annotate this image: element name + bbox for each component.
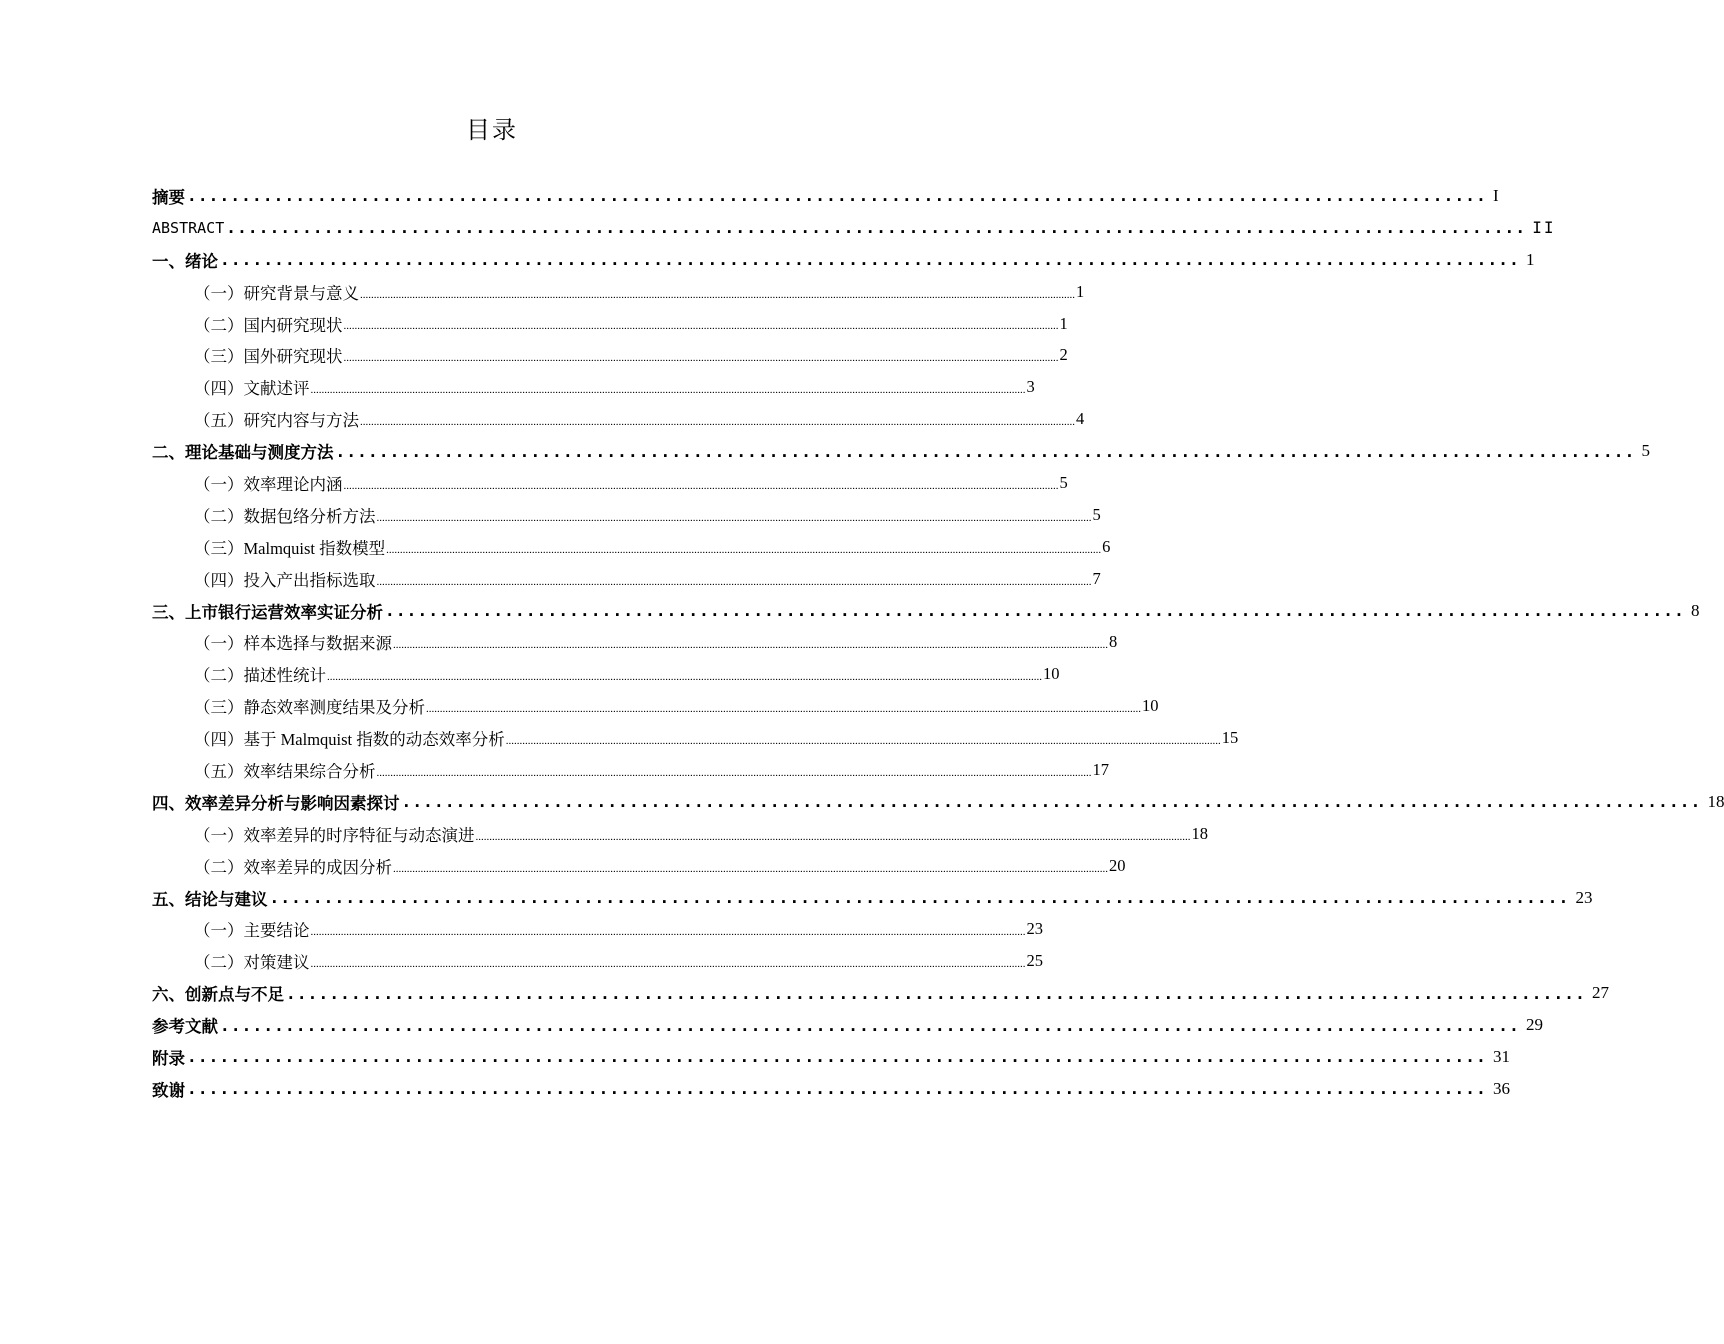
dot-leader: .................................................................................................................................................................................................................................................................... [310,384,1026,397]
toc-entry-label: 附录 [152,1048,185,1068]
toc-entry-page-number: 29 [1525,1015,1543,1035]
toc-entry-label: （一）主要结论 [194,921,310,941]
toc-entry-page-number: 5 [1641,441,1650,461]
toc-entry-page-number: 2 [1059,345,1068,365]
toc-entry-section[interactable] [152,339,1068,371]
toc-entry-chapter[interactable] [152,435,1650,467]
toc-entry-chapter[interactable] [152,1073,1510,1105]
toc-entry-page-number: 8 [1109,632,1118,652]
dot-leader: .................................................................................................................................................................................................................................................................... [327,671,1042,684]
toc-entry-chapter[interactable] [152,212,1556,244]
toc-entry-label: （五）研究内容与方法 [194,411,359,431]
dot-leader: ........................................................................................................................ [286,983,1586,1003]
toc-entry-page-number: 4 [1076,409,1085,429]
toc-entry-label: 四、效率差异分析与影响因素探讨 [152,793,400,813]
toc-entry-section[interactable] [152,626,1118,658]
toc-entry-page-number: 5 [1059,472,1068,492]
dot-leader: ........................................................................................................................ [220,1015,1520,1035]
dot-leader: ........................................................................................................................ [187,1079,1487,1099]
dot-leader: .................................................................................................................................................................................................................................................................... [386,543,1102,556]
toc-entry-label: 三、上市银行运营效率实证分析 [152,602,383,622]
dot-leader: .................................................................................................................................................................................................................................................................... [475,830,1191,843]
toc-entry-page-number: 23 [1026,919,1043,939]
toc-entry-chapter[interactable] [152,1009,1543,1041]
toc-entry-page-number: 10 [1043,664,1060,684]
toc-entry-section[interactable] [152,403,1085,435]
dot-leader: .................................................................................................................................................................................................................................................................... [393,862,1108,875]
toc-entry-page-number: 23 [1575,887,1593,907]
toc-entry-section[interactable] [152,499,1101,531]
toc-entry-page-number: 7 [1092,568,1101,588]
dot-leader: ........................................................................................................................ [269,888,1570,908]
dot-leader: ........................................................................................................................ [385,601,1685,621]
toc-entry-label: （一）样本选择与数据来源 [194,634,392,654]
toc-entry-page-number: 31 [1492,1046,1510,1066]
toc-entry-label: （三）国外研究现状 [194,347,343,367]
toc-entry-page-number: 18 [1191,823,1208,843]
toc-entry-page-number: 5 [1092,504,1101,524]
dot-leader: .................................................................................................................................................................................................................................................................... [505,735,1221,748]
toc-entry-chapter[interactable] [152,244,1535,276]
dot-leader: ........................................................................................................................ [226,218,1527,238]
toc-entry-label: 摘要 [152,187,185,207]
toc-entry-label: 一、绪论 [152,251,218,271]
toc-entry-label: 参考文献 [152,1017,218,1037]
dot-leader: ........................................................................................................................ [187,1047,1487,1067]
toc-entry-section[interactable] [152,531,1111,563]
dot-leader: .................................................................................................................................................................................................................................................................... [310,958,1026,971]
dot-leader: .................................................................................................................................................................................................................................................................... [343,479,1059,492]
toc-entry-label: （四）基于 Malmquist 指数的动态效率分析 [194,730,505,750]
toc-entry-page-number: I [1492,185,1499,205]
toc-entry-label: （五）效率结果综合分析 [194,761,376,781]
toc-entry-section[interactable] [152,563,1101,595]
dot-leader: .................................................................................................................................................................................................................................................................... [360,288,1075,301]
toc-entry-page-number: 8 [1690,600,1700,620]
toc-entry-page-number: 25 [1026,951,1043,971]
toc-list [152,180,1724,1105]
toc-entry-chapter[interactable] [152,882,1593,914]
toc-entry-label: （一）效率理论内涵 [194,474,343,494]
dot-leader: ........................................................................................................................ [335,441,1636,461]
toc-entry-section[interactable] [152,276,1085,308]
toc-entry-section[interactable] [152,371,1035,403]
toc-entry-page-number: 1 [1076,281,1085,301]
toc-entry-label: （二）对策建议 [194,953,310,973]
dot-leader: .................................................................................................................................................................................................................................................................... [343,320,1059,333]
toc-entry-label: （一）效率差异的时序特征与动态演进 [194,825,475,845]
toc-entry-section[interactable] [152,945,1043,977]
toc-title: 目录 [466,116,518,144]
dot-leader: .................................................................................................................................................................................................................................................................... [376,766,1092,779]
toc-entry-label: （三）Malmquist 指数模型 [194,538,386,558]
toc-entry-page-number: 27 [1591,983,1609,1003]
toc-entry-page-number: II [1532,218,1556,238]
toc-entry-page-number: 36 [1492,1078,1510,1098]
toc-entry-section[interactable] [152,850,1126,882]
toc-entry-label: （三）静态效率测度结果及分析 [194,698,425,718]
toc-entry-label: （二）描述性统计 [194,666,326,686]
toc-entry-section[interactable] [152,690,1159,722]
toc-entry-page-number: 18 [1707,791,1724,811]
toc-entry-label: （一）研究背景与意义 [194,283,359,303]
toc-entry-label: 致谢 [152,1080,185,1100]
toc-entry-label: 六、创新点与不足 [152,985,284,1005]
toc-entry-label: （二）效率差异的成因分析 [194,857,392,877]
dot-leader: ........................................................................................................................ [401,792,1702,812]
toc-entry-chapter[interactable] [152,977,1609,1009]
toc-entry-chapter[interactable] [152,595,1700,627]
toc-entry-page-number: 15 [1221,728,1239,748]
dot-leader: .................................................................................................................................................................................................................................................................... [393,639,1108,652]
toc-entry-section[interactable] [152,754,1109,786]
toc-entry-section[interactable] [152,467,1068,499]
toc-entry-label: ABSTRACT [152,218,225,237]
dot-leader: .................................................................................................................................................................................................................................................................... [376,575,1092,588]
toc-entry-page-number: 1 [1059,313,1068,333]
toc-entry-page-number: 17 [1092,759,1109,779]
dot-leader: .................................................................................................................................................................................................................................................................... [426,703,1141,716]
toc-entry-page-number: 1 [1525,249,1535,269]
toc-entry-section[interactable] [152,722,1239,754]
toc-entry-label: （四）文献述评 [194,379,310,399]
toc-entry-label: 五、结论与建议 [152,889,268,909]
toc-entry-section[interactable] [152,913,1043,945]
toc-entry-label: （四）投入产出指标选取 [194,570,376,590]
toc-entry-page-number: 20 [1109,855,1126,875]
toc-entry-chapter[interactable] [152,786,1724,818]
toc-entry-section[interactable] [152,308,1068,340]
dot-leader: .................................................................................................................................................................................................................................................................... [310,926,1026,939]
toc-entry-label: 二、理论基础与测度方法 [152,443,334,463]
toc-entry-section[interactable] [152,818,1208,850]
dot-leader: .................................................................................................................................................................................................................................................................... [376,511,1092,524]
dot-leader: ........................................................................................................................ [187,186,1487,206]
dot-leader: .................................................................................................................................................................................................................................................................... [360,416,1075,429]
dot-leader: ........................................................................................................................ [220,250,1520,270]
toc-entry-label: （二）数据包络分析方法 [194,506,376,526]
toc-entry-page-number: 6 [1102,536,1111,556]
dot-leader: .................................................................................................................................................................................................................................................................... [343,352,1059,365]
toc-entry-section[interactable] [152,658,1060,690]
toc-entry-page-number: 10 [1142,696,1159,716]
toc-entry-chapter[interactable] [152,180,1499,212]
toc-entry-chapter[interactable] [152,1041,1510,1073]
toc-entry-page-number: 3 [1026,377,1035,397]
toc-entry-label: （二）国内研究现状 [194,315,343,335]
